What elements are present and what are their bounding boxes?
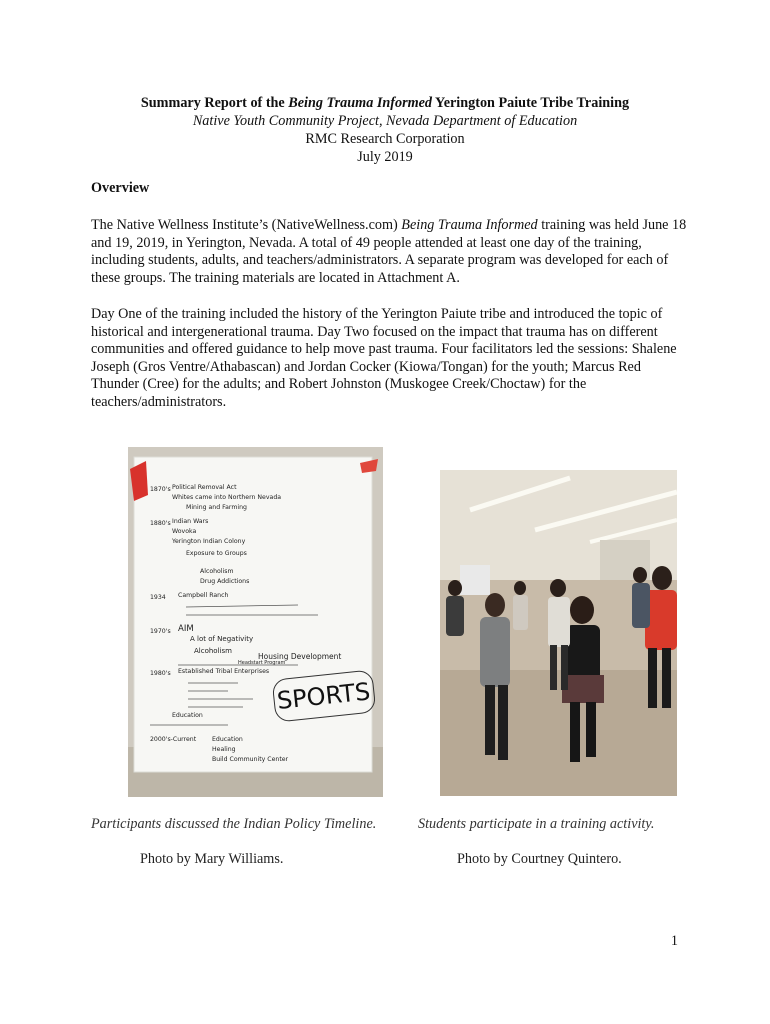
students-activity-photo [440, 470, 677, 796]
svg-text:Build Community Center: Build Community Center [212, 756, 289, 763]
left-photo-caption: Participants discussed the Indian Policy Timeline. [91, 816, 377, 832]
page-number: 1 [670, 933, 678, 949]
svg-text:Housing Development: Housing Development [258, 652, 342, 661]
svg-text:Headstart Program: Headstart Program [238, 660, 286, 666]
svg-text:Education: Education [212, 736, 243, 743]
left-photo-credit: Photo by Mary Williams. [140, 851, 284, 867]
svg-text:Political Removal Act: Political Removal Act [172, 484, 237, 491]
svg-text:Drug Addictions: Drug Addictions [200, 578, 250, 585]
svg-text:Mining and Farming: Mining and Farming [186, 504, 247, 511]
overview-paragraph-1: The Native Wellness Institute’s (NativeWellness.com) Being Trauma Informed training was held June 18 and 19, 2019, in Yerington, Nevada. A total of 49 people attended at least one day of the training, including students, adults, and teachers/administrators. A separate program was developed for each of these groups. The training materials are located in Attachment A. [91, 217, 687, 286]
timeline-chart-photo [128, 447, 383, 797]
svg-text:Healing: Healing [212, 746, 236, 753]
svg-text:1880's: 1880's [150, 520, 171, 527]
svg-text:A lot of Negativity: A lot of Negativity [190, 635, 254, 643]
svg-text:1970's: 1970's [150, 628, 171, 635]
report-date: July 2019 [357, 149, 413, 165]
svg-text:Whites came into Northern Neva: Whites came into Northern Nevada [172, 494, 282, 501]
right-photo-credit: Photo by Courtney Quintero. [457, 851, 622, 867]
svg-text:1980's: 1980's [150, 670, 171, 677]
svg-text:SPORTS: SPORTS [275, 677, 372, 715]
svg-text:2000's-Current: 2000's-Current [150, 736, 197, 743]
report-subtitle: Native Youth Community Project, Nevada Department of Education [192, 113, 578, 129]
svg-text:Exposure to Groups: Exposure to Groups [186, 550, 247, 557]
report-title: Summary Report of the Being Trauma Informed Yerington Paiute Tribe Training [140, 95, 630, 111]
svg-text:Campbell Ranch: Campbell Ranch [178, 592, 229, 599]
report-organization: RMC Research Corporation [305, 131, 465, 147]
svg-text:Yerington Indian Colony: Yerington Indian Colony [172, 538, 246, 545]
svg-text:Education: Education [172, 712, 203, 719]
report-header [0, 94, 770, 166]
right-photo-caption: Students participate in a training activity. [418, 816, 655, 832]
svg-text:Alcoholism: Alcoholism [194, 647, 232, 655]
svg-text:Indian Wars: Indian Wars [172, 518, 209, 525]
svg-text:AIM: AIM [178, 624, 194, 634]
svg-text:Established Tribal Enterprises: Established Tribal Enterprises [178, 668, 270, 675]
overview-heading: Overview [91, 180, 150, 196]
overview-paragraph-2: Day One of the training included the history of the Yerington Paiute tribe and introduced the topic of historical and intergenerational trauma. Day Two focused on the impact that trauma has on different communities and offered guidance to help move past trauma. Four facilitators led the sessions: Shalene Joseph (Gros Ventre/Athabascan) and Jordan Cocker (Kiowa/Tongan) for the youth; Marcus Red Thunder (Cree) for the adults; and Robert Johnston (Muskogee Creek/Choctaw) for the teachers/administrators. [91, 306, 677, 410]
svg-text:Wovoka: Wovoka [172, 528, 197, 535]
svg-text:Alcoholism: Alcoholism [200, 568, 234, 575]
svg-text:1870's: 1870's [150, 486, 171, 493]
svg-text:1934: 1934 [150, 594, 166, 601]
